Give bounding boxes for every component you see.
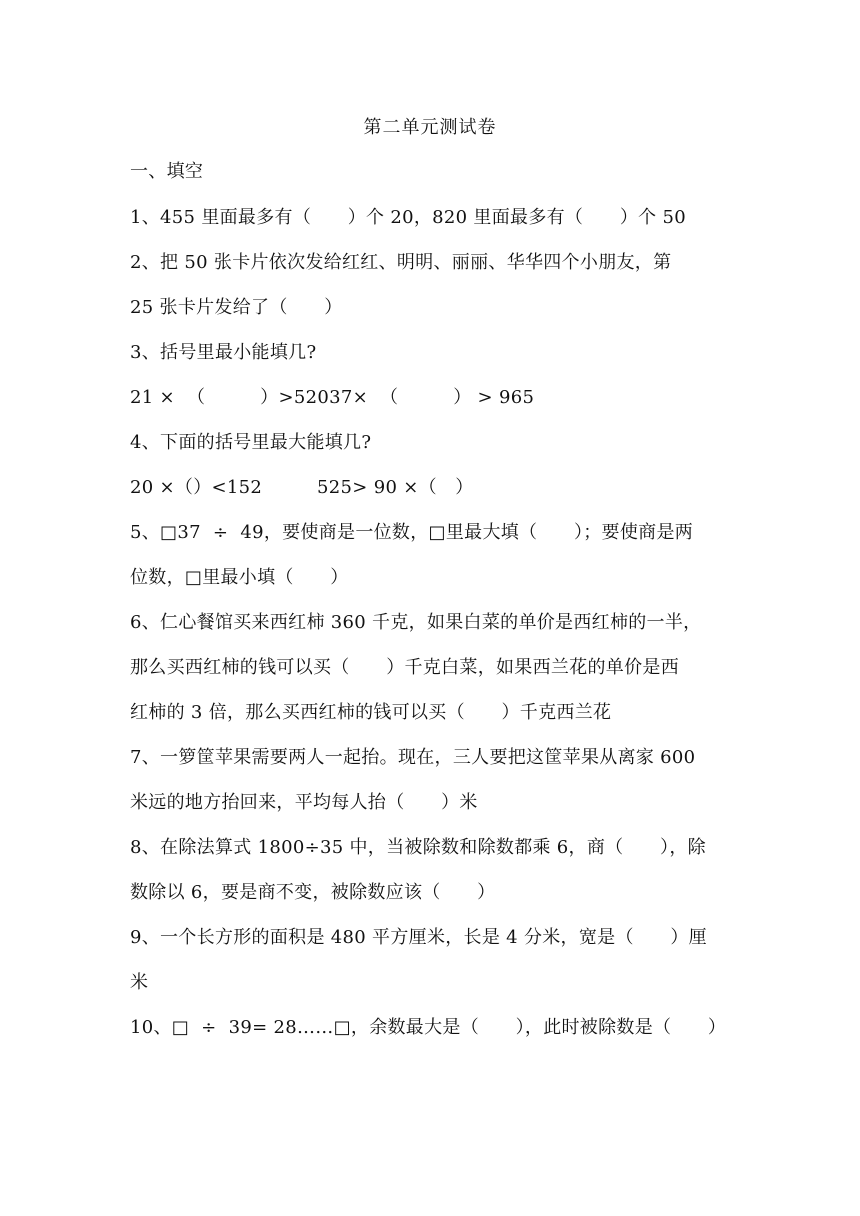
question-6-line-2: 那么买西红柿的钱可以买（ ）千克白菜，如果西兰花的单价是西 bbox=[130, 657, 679, 678]
question-1-line-1: 1、455 里面最多有（ ）个 20，820 里面最多有（ ）个 50 bbox=[130, 207, 686, 228]
question-5-line-2: 位数，□里最小填（ ） bbox=[130, 567, 349, 588]
question-7-line-2: 米远的地方抬回来，平均每人抬（ ）米 bbox=[130, 792, 478, 813]
question-10-line-1: 10、□ ÷ 39= 28……□，余数最大是（ ），此时被除数是（ ） bbox=[130, 1017, 727, 1038]
question-3-line-1: 3、括号里最小能填几? bbox=[130, 342, 317, 363]
question-2-line-1: 2、把 50 张卡片依次发给红红、明明、丽丽、华华四个小朋友，第 bbox=[130, 252, 672, 273]
question-3-line-2: 21 × （ ）>52037× （ ） > 965 bbox=[130, 387, 535, 408]
section-heading: 一、填空 bbox=[130, 161, 204, 182]
question-6-line-3: 红柿的 3 倍，那么买西红柿的钱可以买（ ）千克西兰花 bbox=[130, 702, 612, 723]
question-9-line-1: 9、一个长方形的面积是 480 平方厘米，长是 4 分米，宽是（ ）厘 bbox=[130, 927, 707, 948]
question-7-line-1: 7、一箩筐苹果需要两人一起抬。现在，三人要把这筐苹果从离家 600 bbox=[130, 747, 696, 768]
question-4-line-2: 20 ×（）<152 525> 90 ×（ ） bbox=[130, 477, 474, 498]
question-6-line-1: 6、仁心餐馆买来西红柿 360 千克，如果白菜的单价是西红柿的一半， bbox=[130, 612, 702, 633]
question-8-line-1: 8、在除法算式 1800÷35 中，当被除数和除数都乘 6，商（ ），除 bbox=[130, 837, 706, 858]
question-2-line-2: 25 张卡片发给了（ ） bbox=[130, 297, 343, 318]
question-5-line-1: 5、□37 ÷ 49，要使商是一位数，□里最大填（ ）；要使商是两 bbox=[130, 522, 694, 543]
question-8-line-2: 数除以 6，要是商不变，被除数应该（ ） bbox=[130, 882, 496, 903]
question-4-line-1: 4、下面的括号里最大能填几? bbox=[130, 432, 372, 453]
question-9-line-2: 米 bbox=[130, 972, 149, 993]
page-title: 第二单元测试卷 bbox=[363, 117, 497, 138]
